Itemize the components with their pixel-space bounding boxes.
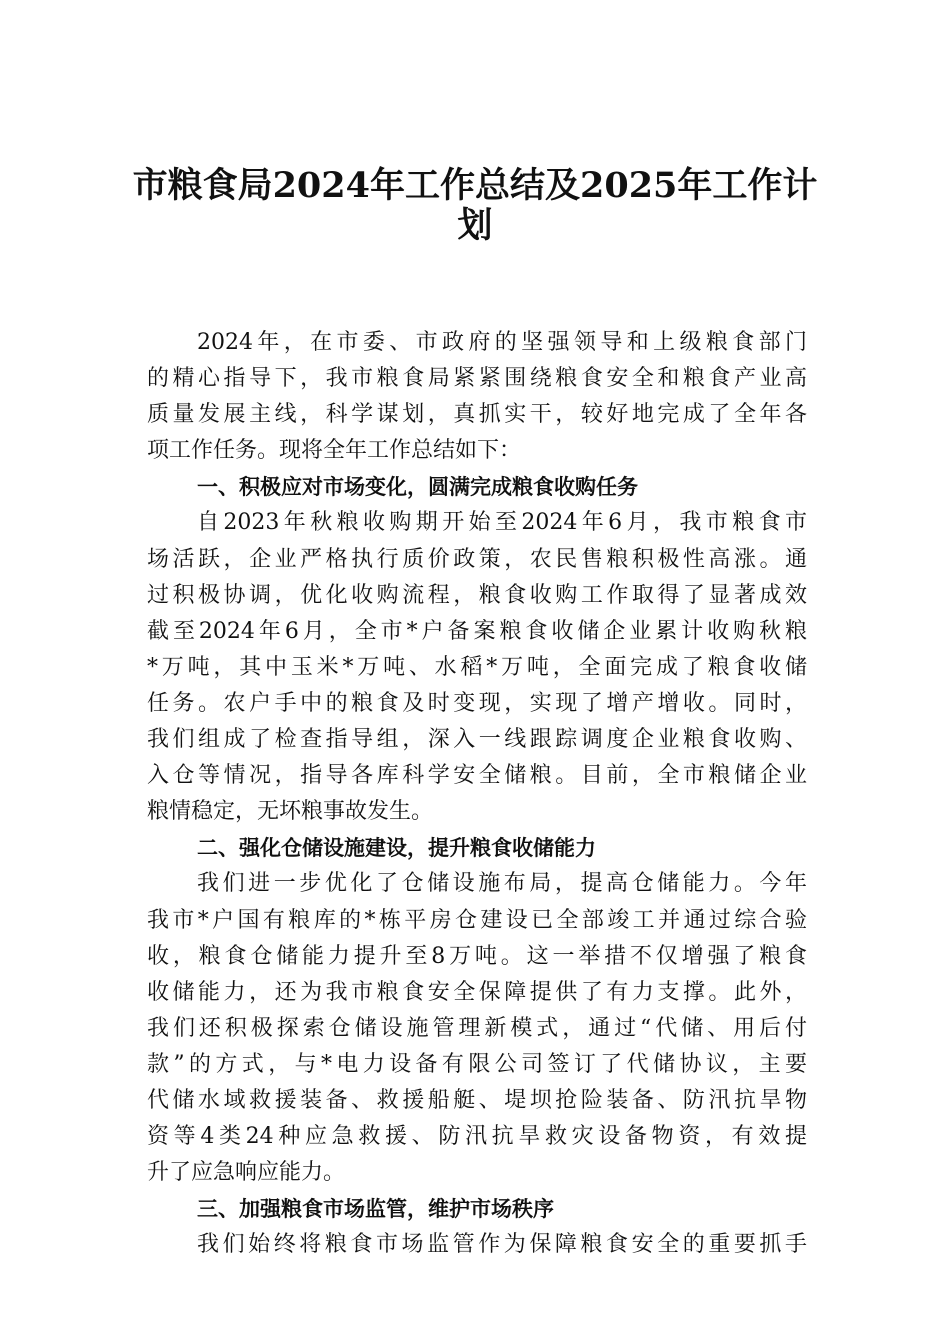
paragraph-line: 收储能力，还为我市粮食安全保障提供了有力支撑。此外， (147, 979, 807, 1005)
paragraph-line: 我们还积极探索仓储设施管理新模式，通过“代储、用后付 (147, 1015, 807, 1041)
paragraph-line: 我市*户国有粮库的*栋平房仓建设已全部竣工并通过综合验 (147, 907, 807, 933)
paragraph-line: 入仓等情况，指导各库科学安全储粮。目前，全市粮储企业 (147, 763, 807, 789)
paragraph-line: 代储水域救援装备、救援船艇、堤坝抢险装备、防汛抗旱物 (147, 1087, 807, 1113)
document-body (147, 325, 807, 1263)
paragraph-line: 场活跃，企业严格执行质价政策，农民售粮积极性高涨。通 (147, 546, 807, 572)
paragraph-line: *万吨，其中玉米*万吨、水稻*万吨，全面完成了粮食收储 (147, 654, 807, 680)
paragraph-line: 的精心指导下，我市粮食局紧紧围绕粮食安全和粮食产业高 (147, 366, 807, 392)
paragraph-line: 项工作任务。现将全年工作总结如下： (147, 438, 522, 464)
paragraph-line: 粮情稳定，无坏粮事故发生。 (147, 799, 434, 825)
paragraph-line: 质量发展主线，科学谋划，真抓实干，较好地完成了全年各 (147, 402, 807, 428)
paragraph-line: 我们进一步优化了仓储设施布局，提高仓储能力。今年 (197, 871, 807, 897)
paragraph-line: 2024年，在市委、市政府的坚强领导和上级粮食部门 (197, 330, 807, 355)
paragraph-line: 截至2024年6月，全市*户备案粮食收储企业累计收购秋粮 (147, 618, 807, 644)
paragraph-line: 任务。农户手中的粮食及时变现，实现了增产增收。同时， (147, 690, 807, 716)
paragraph-line: 收，粮食仓储能力提升至8万吨。这一举措不仅增强了粮食 (147, 943, 807, 969)
document-title-continued: 划 (457, 205, 493, 246)
paragraph-line: 过积极协调，优化收购流程，粮食收购工作取得了显著成效 (147, 582, 807, 608)
paragraph-line: 资等4类24种应急救援、防汛抗旱救灾设备物资，有效提 (147, 1124, 807, 1150)
paragraph-line: 升了应急响应能力。 (147, 1160, 346, 1186)
paragraph-line: 我们组成了检查指导组，深入一线跟踪调度企业粮食收购、 (147, 727, 807, 753)
paragraph-line: 款”的方式，与*电力设备有限公司签订了代储协议，主要 (147, 1051, 807, 1077)
document-title: 市粮食局2024年工作总结及2025年工作计 (132, 165, 818, 206)
section-heading: 三、加强粮食市场监管，维护市场秩序 (197, 1197, 554, 1222)
section-heading: 二、强化仓储设施建设，提升粮食收储能力 (197, 836, 596, 861)
paragraph-line: 我们始终将粮食市场监管作为保障粮食安全的重要抓手 (197, 1232, 807, 1258)
section-heading: 一、积极应对市场变化，圆满完成粮食收购任务 (197, 475, 638, 500)
paragraph-line: 自2023年秋粮收购期开始至2024年6月，我市粮食市 (197, 510, 807, 536)
